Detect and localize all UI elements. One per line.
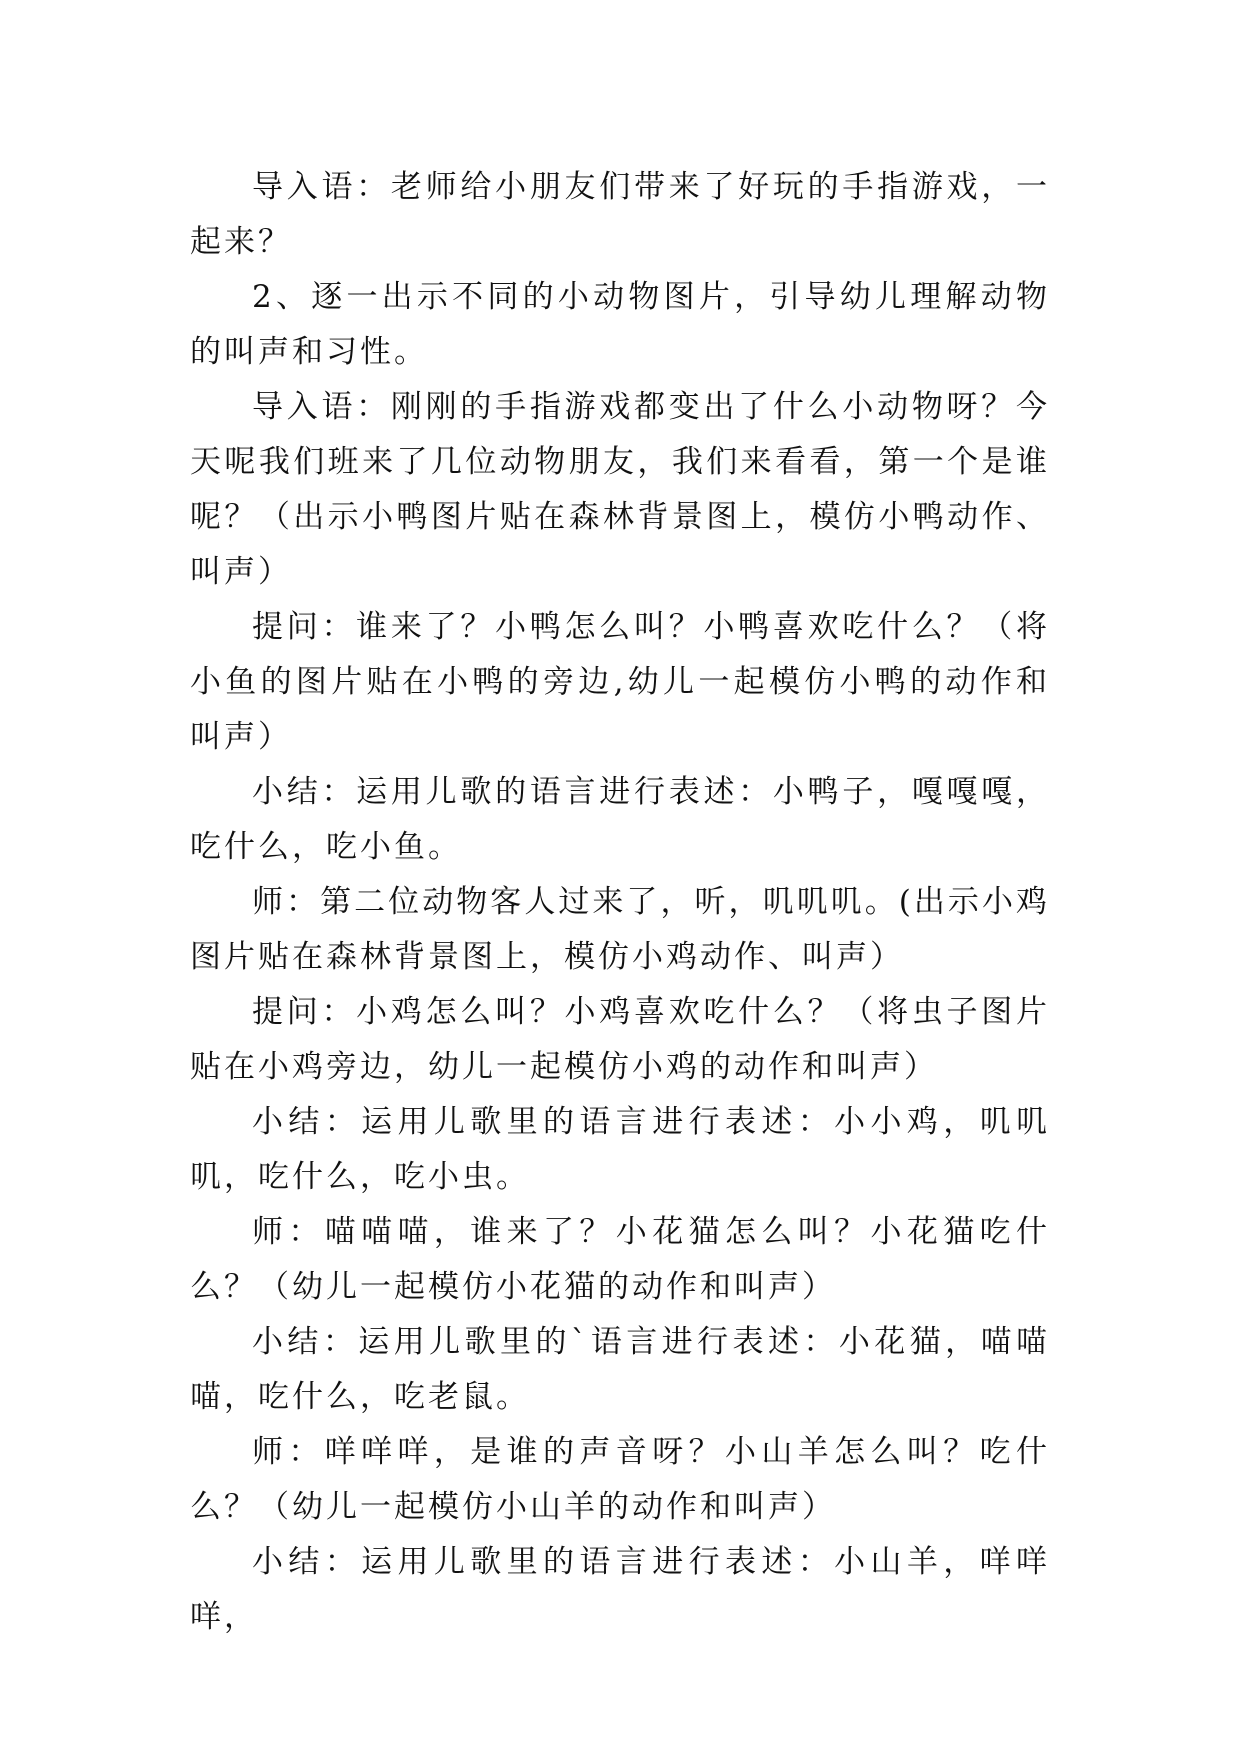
paragraph-intro-finger-game: 导入语：老师给小朋友们带来了好玩的手指游戏，一起来？ [190,169,1050,260]
paragraph-teacher-chick: 师：第二位动物客人过来了，听，叽叽叽。(出示小鸡图片贴在森林背景图上，模仿小鸡动作、叫声） [190,884,1050,975]
paragraph-intro-duck: 导入语：刚刚的手指游戏都变出了什么小动物呀？今天呢我们班来了几位动物朋友，我们来看看，第一个是谁呢？（出示小鸭图片贴在森林背景图上，模仿小鸭动作、叫声） [190,389,1050,590]
paragraph-question-duck: 提问：谁来了？小鸭怎么叫？小鸭喜欢吃什么？（将小鱼的图片贴在小鸭的旁边,幼儿一起模仿小鸭的动作和叫声） [190,609,1050,755]
paragraph-summary-duck: 小结：运用儿歌的语言进行表述：小鸭子，嘎嘎嘎，吃什么，吃小鱼。 [190,774,1050,865]
paragraph-summary-chick: 小结：运用儿歌里的语言进行表述：小小鸡，叽叽叽，吃什么，吃小虫。 [190,1104,1050,1195]
paragraph-summary-goat: 小结：运用儿歌里的语言进行表述：小山羊，咩咩咩， [190,1544,1050,1635]
paragraph-step-2: 2、逐一出示不同的小动物图片，引导幼儿理解动物的叫声和习性。 [190,279,1050,370]
document-page [190,160,1050,1645]
paragraph-teacher-goat: 师：咩咩咩，是谁的声音呀？小山羊怎么叫？吃什么？（幼儿一起模仿小山羊的动作和叫声） [190,1434,1050,1525]
paragraph-teacher-cat: 师：喵喵喵，谁来了？小花猫怎么叫？小花猫吃什么？（幼儿一起模仿小花猫的动作和叫声） [190,1214,1050,1305]
paragraph-summary-cat: 小结：运用儿歌里的`语言进行表述：小花猫，喵喵喵，吃什么，吃老鼠。 [190,1324,1050,1415]
paragraph-question-chick: 提问：小鸡怎么叫？小鸡喜欢吃什么？（将虫子图片贴在小鸡旁边，幼儿一起模仿小鸡的动作和叫声） [190,994,1050,1085]
